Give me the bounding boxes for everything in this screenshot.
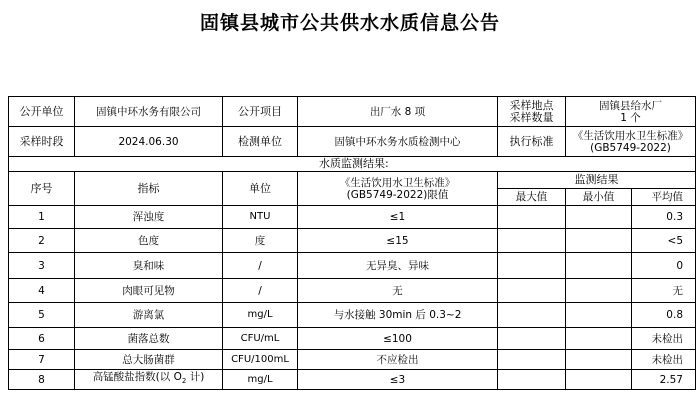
table-row xyxy=(9,229,696,253)
row-indicator-sub: 2 xyxy=(181,377,187,386)
standard-line-2: (GB5749-2022) xyxy=(590,141,671,154)
row-avg: 未检出 xyxy=(632,350,696,370)
row-min xyxy=(566,279,632,303)
standard-label: 执行标准 xyxy=(498,127,566,157)
row-indicator-main: 高锰酸盐指数(以 O xyxy=(92,371,182,384)
row-indicator: 总大肠菌群 xyxy=(75,350,223,370)
row-limit: ≤15 xyxy=(298,229,498,253)
row-indicator xyxy=(75,370,223,390)
row-limit: 不应检出 xyxy=(298,350,498,370)
sample-time-label: 采样时段 xyxy=(9,127,75,157)
section-title: 水质监测结果: xyxy=(9,157,696,172)
row-no: 6 xyxy=(9,328,75,350)
water-quality-table xyxy=(8,96,696,390)
row-no: 1 xyxy=(9,206,75,229)
row-min xyxy=(566,370,632,390)
row-unit: 度 xyxy=(223,229,298,253)
row-unit: CFU/mL xyxy=(223,328,298,350)
row-unit: / xyxy=(223,253,298,279)
row-limit: ≤1 xyxy=(298,206,498,229)
test-unit-value: 固镇中环水务水质检测中心 xyxy=(298,127,498,157)
row-max xyxy=(498,279,566,303)
col-limit-line-2: (GB5749-2022)限值 xyxy=(346,188,449,201)
sample-count-label: 采样数量 xyxy=(509,110,554,124)
row-unit: NTU xyxy=(223,206,298,229)
row-avg: 2.57 xyxy=(632,370,696,390)
table-row xyxy=(9,279,696,303)
col-limit-header xyxy=(298,172,498,206)
row-max xyxy=(498,303,566,328)
col-max-header: 最大值 xyxy=(498,189,566,206)
row-limit: 无异臭、异味 xyxy=(298,253,498,279)
row-max xyxy=(498,206,566,229)
row-no: 7 xyxy=(9,350,75,370)
row-no: 4 xyxy=(9,279,75,303)
row-min xyxy=(566,253,632,279)
row-limit: 与水接触 30min 后 0.3~2 xyxy=(298,303,498,328)
row-no: 5 xyxy=(9,303,75,328)
row-indicator: 肉眼可见物 xyxy=(75,279,223,303)
row-limit: ≤3 xyxy=(298,370,498,390)
table-row xyxy=(9,350,696,370)
row-unit: mg/L xyxy=(223,370,298,390)
row-unit: / xyxy=(223,279,298,303)
standard-value xyxy=(566,127,696,157)
row-unit: CFU/100mL xyxy=(223,350,298,370)
row-indicator-tail: 计) xyxy=(186,371,205,384)
row-indicator: 浑浊度 xyxy=(75,206,223,229)
row-max xyxy=(498,370,566,390)
row-indicator: 游离氯 xyxy=(75,303,223,328)
row-avg: 0.3 xyxy=(632,206,696,229)
sample-time-value: 2024.06.30 xyxy=(75,127,223,157)
col-unit-header: 单位 xyxy=(223,172,298,206)
column-header-row-1 xyxy=(9,172,696,189)
publish-item-label: 公开项目 xyxy=(223,97,298,127)
standard-line-1: 《生活饮用水卫生标准》 xyxy=(572,129,689,142)
row-indicator: 菌落总数 xyxy=(75,328,223,350)
row-no: 2 xyxy=(9,229,75,253)
row-min xyxy=(566,303,632,328)
row-avg: <5 xyxy=(632,229,696,253)
row-min xyxy=(566,229,632,253)
sample-place-count-value xyxy=(566,97,696,127)
sample-place-count-label xyxy=(498,97,566,127)
col-min-header: 最小值 xyxy=(566,189,632,206)
publish-item-value: 出厂水 8 项 xyxy=(298,97,498,127)
row-avg: 0 xyxy=(632,253,696,279)
row-indicator: 臭和味 xyxy=(75,253,223,279)
row-no: 3 xyxy=(9,253,75,279)
col-limit-line-1: 《生活饮用水卫生标准》 xyxy=(339,176,456,189)
info-row-1 xyxy=(9,97,696,127)
info-row-2 xyxy=(9,127,696,157)
row-max xyxy=(498,229,566,253)
row-avg: 无 xyxy=(632,279,696,303)
row-max xyxy=(498,253,566,279)
publish-unit-label: 公开单位 xyxy=(9,97,75,127)
row-avg: 0.8 xyxy=(632,303,696,328)
table-row xyxy=(9,370,696,390)
section-row xyxy=(9,157,696,172)
row-avg: 未检出 xyxy=(632,328,696,350)
test-unit-label: 检测单位 xyxy=(223,127,298,157)
sample-count-value: 1 个 xyxy=(620,111,641,124)
table-row xyxy=(9,206,696,229)
row-limit: ≤100 xyxy=(298,328,498,350)
row-min xyxy=(566,328,632,350)
row-limit: 无 xyxy=(298,279,498,303)
table-row xyxy=(9,328,696,350)
row-indicator: 色度 xyxy=(75,229,223,253)
row-max xyxy=(498,328,566,350)
row-min xyxy=(566,350,632,370)
row-max xyxy=(498,350,566,370)
col-no-header: 序号 xyxy=(9,172,75,206)
table-row xyxy=(9,303,696,328)
sample-place-label: 采样地点 xyxy=(509,98,554,112)
row-no: 8 xyxy=(9,370,75,390)
page-title: 固镇县城市公共供水水质信息公告 xyxy=(199,12,500,34)
table-row xyxy=(9,253,696,279)
col-avg-header: 平均值 xyxy=(632,189,696,206)
row-min xyxy=(566,206,632,229)
publish-unit-value: 固镇中环水务有限公司 xyxy=(75,97,223,127)
col-results-header: 监测结果 xyxy=(498,172,696,189)
col-indicator-header: 指标 xyxy=(75,172,223,206)
sample-place-value: 固镇县给水厂 xyxy=(599,99,662,112)
row-unit: mg/L xyxy=(223,303,298,328)
